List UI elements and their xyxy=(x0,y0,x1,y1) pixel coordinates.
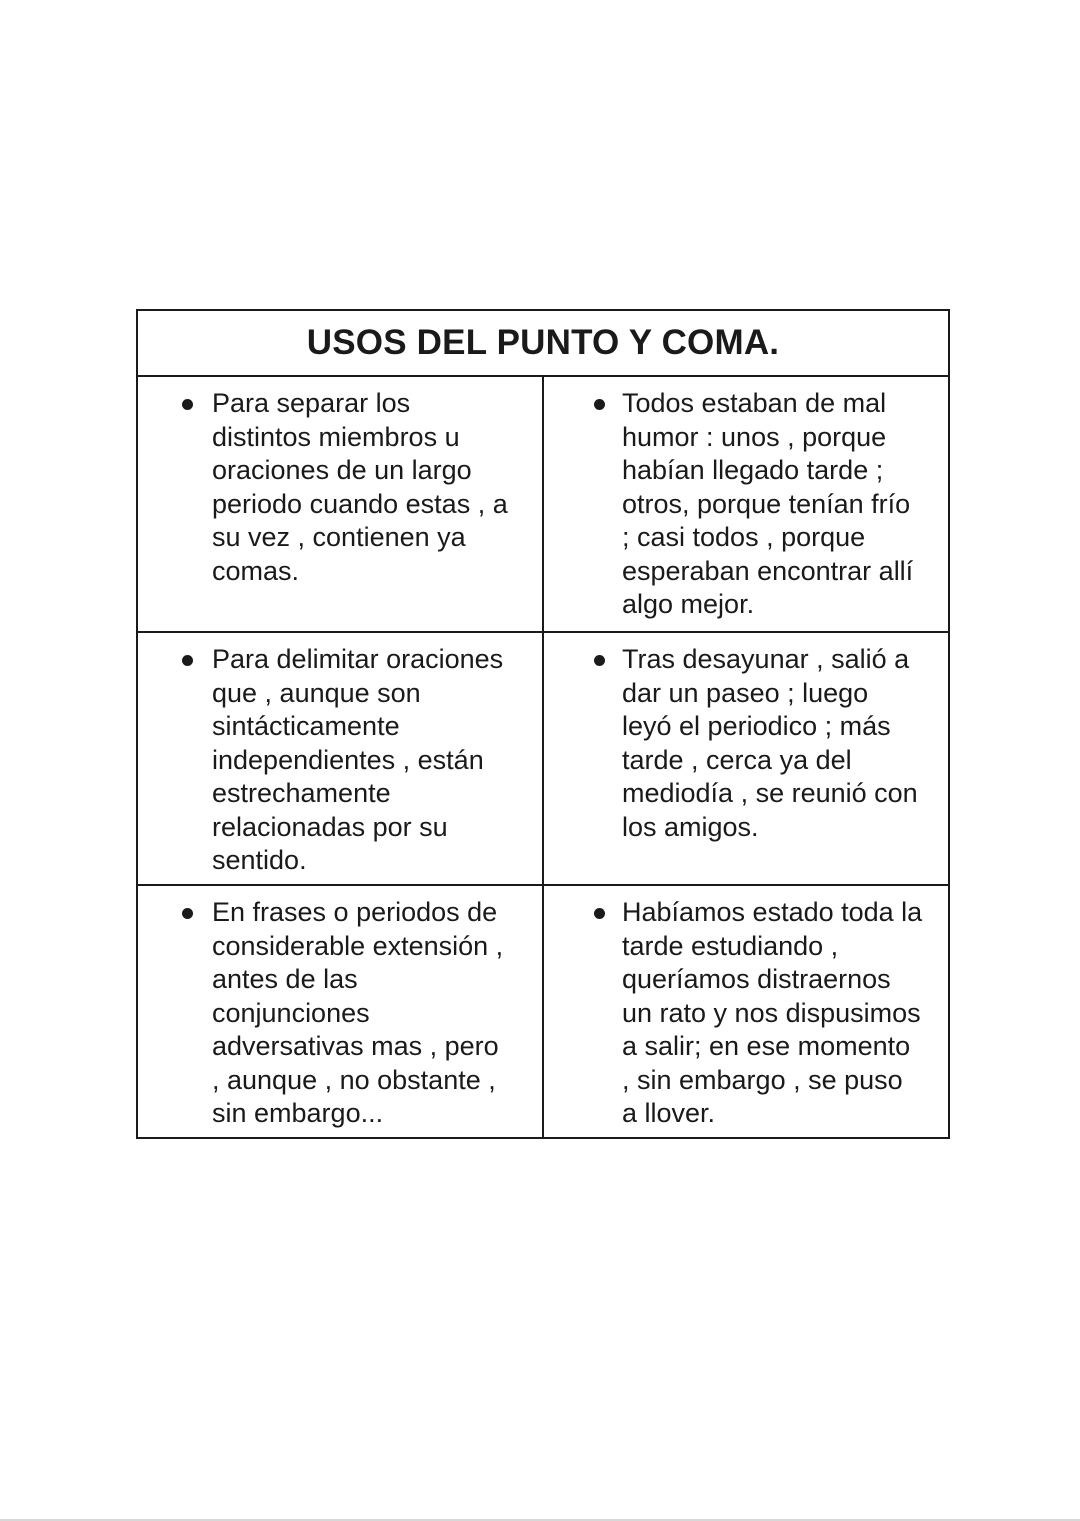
table-row xyxy=(138,377,948,633)
example-cell xyxy=(544,377,948,631)
rule-text: En frases o periodos de considerable extensión , antes de las conjunciones adversativas mas , pero , aunque , no obstante , sin embargo... xyxy=(212,897,504,1128)
bullet-icon xyxy=(182,399,193,410)
table-row xyxy=(138,633,948,886)
table-title: USOS DEL PUNTO Y COMA. xyxy=(306,323,780,362)
bullet-icon xyxy=(594,655,605,666)
example-text: Todos estaban de mal humor : unos , porque habían llegado tarde ; otros, porque tenían frío ; casi todos , porque esperaban encontrar allí algo mejor. xyxy=(622,388,914,619)
rule-text: Para delimitar oraciones que , aunque son sintácticamente independientes , están estrechamente relacionadas por su sentido. xyxy=(212,644,504,875)
example-cell xyxy=(544,633,948,884)
example-text: Habíamos estado toda la tarde estudiando , queríamos distraernos un rato y nos dispusimos a salir; en ese momento , sin embargo , se puso a llover. xyxy=(622,897,923,1128)
bullet-icon xyxy=(182,655,193,666)
example-text: Tras desayunar , salió a dar un paseo ; luego leyó el periodico ; más tarde , cerca ya del mediodía , se reunió con los amigos. xyxy=(622,644,918,842)
rule-cell xyxy=(138,886,544,1137)
rule-cell xyxy=(138,377,544,631)
rule-cell xyxy=(138,633,544,884)
table-row xyxy=(138,886,948,1137)
bullet-icon xyxy=(594,399,605,410)
bullet-icon xyxy=(182,908,193,919)
bullet-icon xyxy=(594,908,605,919)
punctuation-uses-table xyxy=(136,309,950,1139)
rule-text: Para separar los distintos miembros u oraciones de un largo periodo cuando estas , a su vez , contienen ya comas. xyxy=(212,388,508,586)
example-cell xyxy=(544,886,948,1137)
table-header xyxy=(138,311,948,377)
